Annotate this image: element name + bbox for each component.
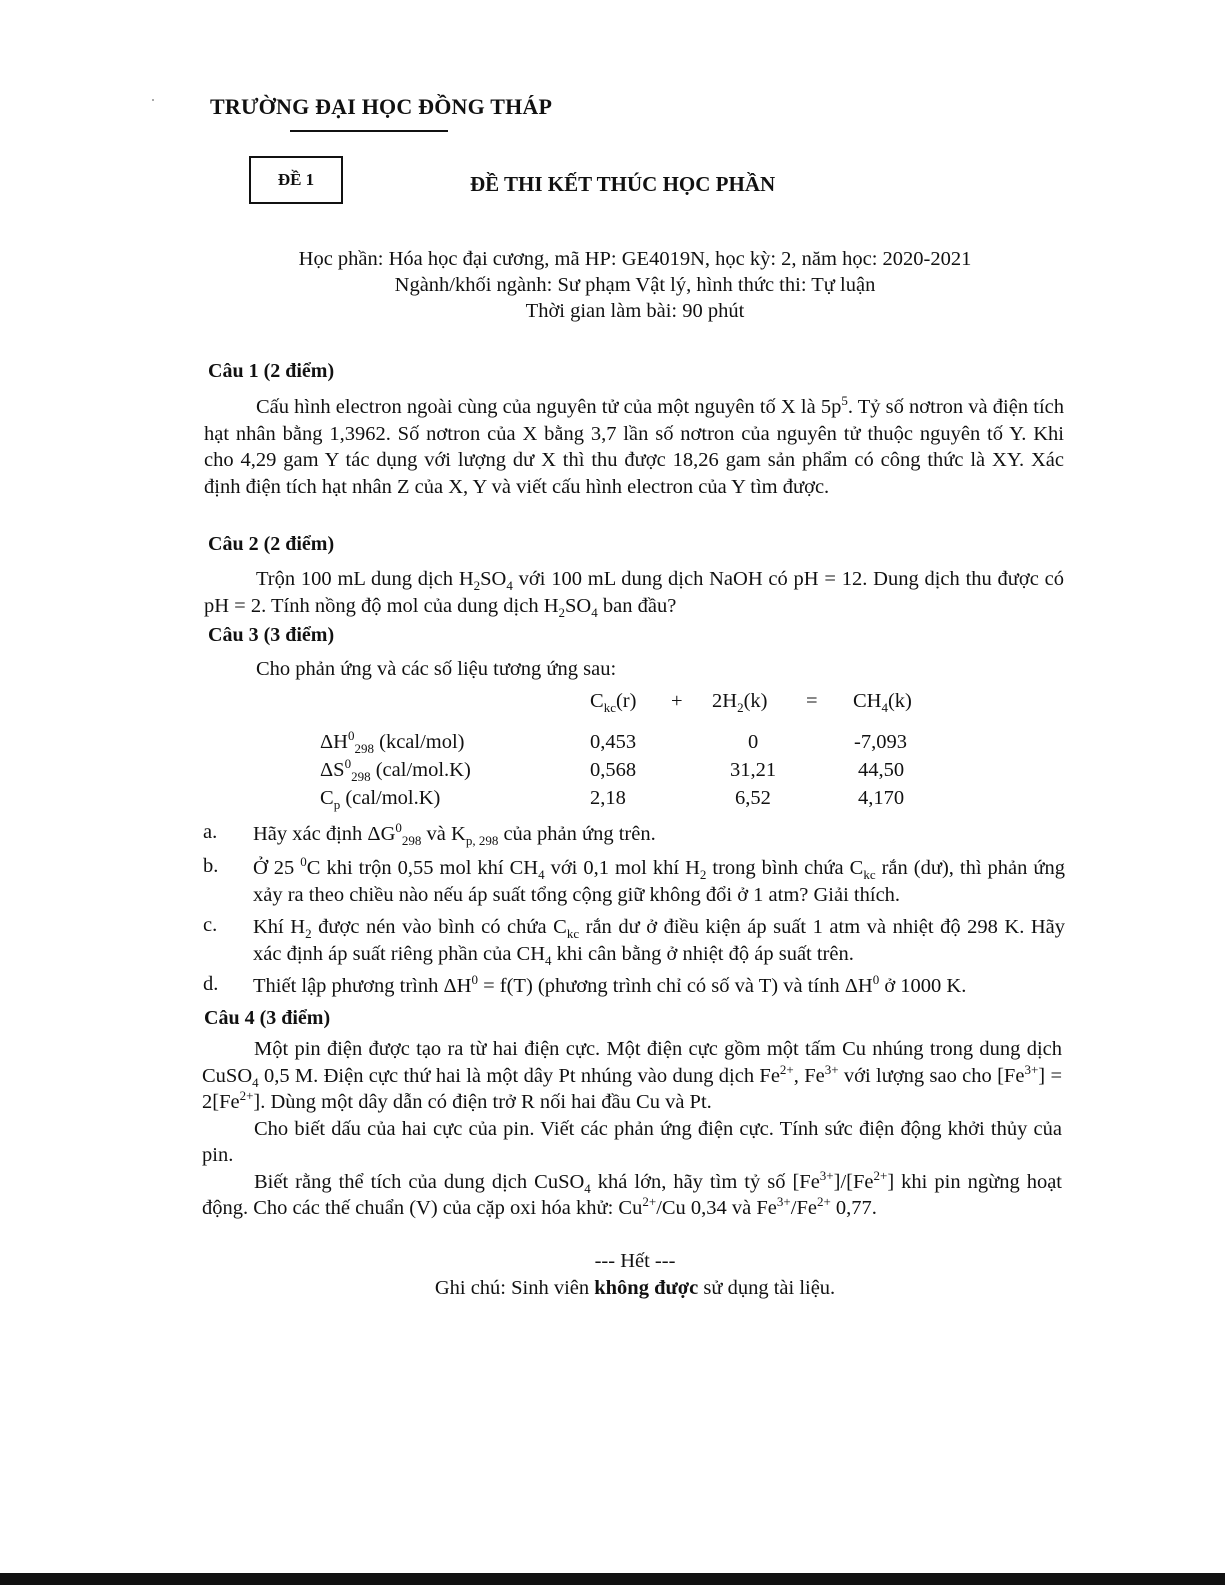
course-info: Học phần: Hóa học đại cương, mã HP: GE4019N, học kỳ: 2, năm học: 2020-2021 (298, 248, 972, 270)
row-heatcap-carbon: 2,18 (590, 787, 626, 809)
question-3-intro: Cho phản ứng và các số liệu tương ứng sau: (256, 658, 617, 680)
row-enthalpy-methane: -7,093 (854, 731, 907, 753)
item-a-letter: a. (203, 821, 218, 843)
row-heatcap-hydrogen: 6,52 (735, 787, 771, 809)
row-enthalpy-label: $\Delta H^0_{298}$ (kcal/mol) (320, 728, 465, 757)
reactant-hydrogen: $2H_2(k)$ (712, 690, 768, 716)
question-1-title: Câu 1 (2 điểm) (208, 360, 335, 382)
item-b-text: Ở 25 $^0$C khi trộn 0,55 mol khí $CH_4$ với 0,1 mol khí $H_2$ trong bình chứa $C_{kc}$ rắn (dư), thì phản ứng xảy ra theo chiều nào nếu áp suất tổng cộng giữ không đổi ở 1 atm? Giải thích. (253, 854, 1065, 906)
school-underline (290, 130, 448, 132)
question-2-text: Trộn 100 mL dung dịch $H_2SO_4$ với 100 mL dung dịch NaOH có pH = 12. Dung dịch thu được có pH = 2. Tính nồng độ mol của dung dịch $H_2SO_4$ ban đầu? (204, 568, 1064, 620)
item-c-letter: c. (203, 914, 218, 936)
duration-info: Thời gian làm bài: 90 phút (525, 300, 745, 322)
equals-sign: = (806, 690, 818, 712)
scan-speck (152, 99, 154, 101)
exam-title: ĐỀ THI KẾT THÚC HỌC PHẦN (470, 172, 776, 196)
item-b-letter: b. (203, 855, 219, 877)
plus-sign: + (671, 690, 683, 712)
row-entropy-carbon: 0,568 (590, 759, 637, 781)
major-info: Ngành/khối ngành: Sư phạm Vật lý, hình thức thi: Tự luận (394, 274, 876, 296)
question-1-text: Cấu hình electron ngoài cùng của nguyên tử của một nguyên tố X là $5p^5$. Tỷ số nơtron và điện tích hạt nhân bằng 1,3962. Số nơtron của X bằng 3,7 lần số nơtron của nguyên tử thuộc nguyên tố Y. Khi cho 4,29 gam Y tác dụng với lượng dư X thì thu được 18,26 gam sản phẩm có công thức là XY. Xác định điện tích hạt nhân Z của X, Y và viết cấu hình electron của Y tìm được. (204, 393, 1064, 498)
product-methane: $CH_4(k)$ (853, 690, 912, 716)
row-enthalpy-hydrogen: 0 (748, 731, 759, 753)
row-entropy-hydrogen: 31,21 (730, 759, 777, 781)
item-d-text: Thiết lập phương trình $\Delta H^0 = f(T)$ (phương trình chỉ có số và T) và tính $\Delta H^0$ ở 1000 K. (253, 972, 967, 997)
school-name: TRƯỜNG ĐẠI HỌC ĐỒNG THÁP (210, 94, 553, 119)
question-3-title: Câu 3 (3 điểm) (208, 624, 335, 646)
scan-bottom-edge (0, 1573, 1225, 1585)
item-a-text: Hãy xác định $\Delta G^0_{298}$ và $K_{p, 298}$ của phản ứng trên. (253, 820, 656, 849)
row-entropy-label: $\Delta S^0_{298}$ (cal/mol.K) (320, 756, 471, 785)
item-c-text: Khí $H_2$ được nén vào bình có chứa $C_{kc}$ rắn dư ở điều kiện áp suất 1 atm và nhiệt độ 298 K. Hãy xác định áp suất riêng phần của $CH_4$ khi cân bằng ở nhiệt độ áp suất trên. (253, 916, 1065, 969)
reactant-carbon: $C_{kc}(r)$ (590, 690, 637, 716)
row-enthalpy-carbon: 0,453 (590, 731, 637, 753)
question-4-text: Một pin điện được tạo ra từ hai điện cực. Một điện cực gồm một tấm Cu nhúng trong dung dịch CuSO$_4$ 0,5 M. Điện cực thứ hai là một dây Pt nhúng vào dung dịch $Fe^{2+}$, $Fe^{3+}$ với lượng sao cho $[Fe^{3+}] = 2[Fe^{2+}]$. Dùng một dây dẫn có điện trở R nối hai đầu Cu và Pt. Cho biết dấu của hai cực của pin. Viết các phản ứng điện cực. Tính sức điện động khởi thủy của pin. Biết rằng thể tích của dung dịch CuSO$_4$ khá lớn, hãy tìm tỷ số $[Fe^{3+}]/[Fe^{2+}]$ khi pin ngừng hoạt động. Cho các thế chuẩn (V) của cặp oxi hóa khử: $Cu^{2+}/Cu$ 0,34 và $Fe^{3+}/Fe^{2+}$ 0,77. (202, 1038, 1063, 1219)
row-heatcap-label: $C_p$ (cal/mol.K) (320, 787, 441, 813)
end-marker: --- Hết --- (594, 1250, 676, 1272)
question-4-title: Câu 4 (3 điểm) (204, 1007, 331, 1029)
question-2-title: Câu 2 (2 điểm) (208, 533, 335, 555)
row-entropy-methane: 44,50 (858, 759, 905, 781)
item-d-letter: d. (203, 973, 219, 995)
exam-code-box: ĐỀ 1 (249, 156, 343, 204)
row-heatcap-methane: 4,170 (858, 787, 905, 809)
footer-note: Ghi chú: Sinh viên không được sử dụng tài liệu. (434, 1277, 836, 1299)
